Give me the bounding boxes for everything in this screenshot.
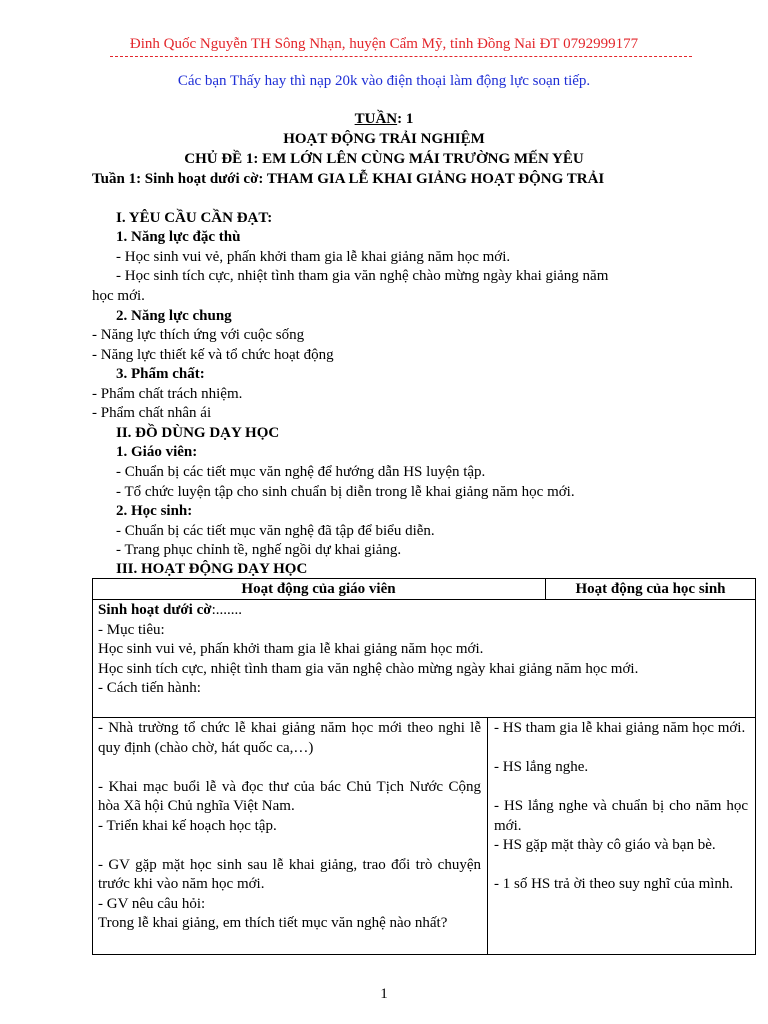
teacher-activity-spacer [98, 836, 481, 856]
section-1-3-title: 3. Phẩm chất: [116, 366, 205, 382]
teacher-activity-spacer [98, 758, 481, 778]
section-1-2-item: - Năng lực thiết kế và tổ chức hoạt động [92, 347, 334, 363]
section-2-2-item: - Trang phục chỉnh tề, nghế ngồi dự khai giảng. [116, 542, 402, 558]
student-activity: - HS lắng nghe và chuẩn bị cho năm học mới. [494, 798, 748, 834]
section-2-title: II. ĐỒ DÙNG DẠY HỌC [116, 425, 280, 441]
student-activity-spacer [494, 778, 748, 798]
lesson-title: THAM GIA LỄ KHAI GIẢNG HOẠT ĐỘNG TRẢI [266, 171, 605, 187]
intro-line: Học sinh tích cực, nhiệt tình tham gia văn nghệ chào mừng ngày khai giảng năm học mới. [98, 660, 639, 677]
section-1-1-item: - Học sinh vui vẻ, phấn khởi tham gia lễ khai giảng năm học mới. [116, 249, 511, 265]
intro-title: Sinh hoạt dưới cờ [98, 602, 212, 618]
teacher-activity: - Triển khai kế hoạch học tập. [98, 817, 277, 834]
teacher-activity: - GV nêu câu hỏi: [98, 895, 206, 912]
lesson-prefix: Tuần 1: Sinh hoạt dưới cờ: [92, 171, 267, 187]
intro-line: - Cách tiến hành: [98, 680, 201, 696]
support-note: Các bạn Thấy hay thì nạp 20k vào điện thoại làm động lực soạn tiếp. [177, 73, 591, 89]
topic-heading: CHỦ ĐỀ 1: EM LỚN LÊN CÙNG MÁI TRƯỜNG MẾN YÊU [184, 151, 584, 167]
section-1-2-item: - Năng lực thích ứng với cuộc sống [92, 327, 305, 343]
student-column [494, 719, 748, 895]
section-1-title: I. YÊU CẦU CẦN ĐẠT: [116, 210, 273, 226]
student-activity: - HS gặp mặt thày cô giáo và bạn bè. [494, 837, 716, 853]
student-activity-spacer [494, 856, 748, 876]
intro-title-tail: :....... [211, 602, 242, 618]
subject-heading: HOẠT ĐỘNG TRẢI NGHIỆM [283, 131, 485, 147]
student-activity-spacer [494, 739, 748, 759]
section-3-title: III. HOẠT ĐỘNG DẠY HỌC [116, 561, 308, 577]
teacher-activity: Trong lễ khai giảng, em thích tiết mục văn nghệ nào nhất? [98, 915, 448, 931]
section-1-1-item: - Học sinh tích cực, nhiệt tình tham gia văn nghệ chào mừng ngày khai giảng năm [116, 268, 609, 284]
teacher-column [98, 719, 481, 934]
section-1-1-title: 1. Năng lực đặc thù [116, 229, 241, 245]
teacher-activity: - Khai mạc buổi lễ và đọc thư của bác Chủ Tịch Nước Cộng hòa Xã hội Chủ nghĩa Việt Nam. [98, 778, 481, 814]
section-1-2-title: 2. Năng lực chung [116, 308, 232, 324]
table-intro-divider [92, 717, 756, 718]
author-header: Đinh Quốc Nguyễn TH Sông Nhạn, huyện Cẩm Mỹ, tỉnh Đồng Nai ĐT 0792999177 [129, 36, 639, 52]
intro-line: - Mục tiêu: [98, 621, 165, 638]
student-activity: - HS lắng nghe. [494, 759, 589, 775]
student-activity: - HS tham gia lễ khai giảng năm học mới. [494, 720, 746, 736]
col-header-student: Hoạt động của học sinh [575, 581, 726, 597]
page-number: 1 [380, 986, 388, 1002]
week-label: TUẦN [354, 111, 398, 127]
lesson-heading [92, 170, 604, 189]
table-body-col-divider [487, 717, 488, 955]
table-header-divider [92, 599, 756, 600]
section-1-3-item: - Phẩm chất trách nhiệm. [92, 386, 243, 402]
intro-line: Học sinh vui vẻ, phấn khởi tham gia lễ khai giảng năm học mới. [98, 641, 484, 657]
student-activity: - 1 số HS trả ời theo suy nghĩ của mình. [494, 876, 734, 892]
table-intro-cell [98, 601, 748, 699]
section-1-1-item-cont: học mới. [92, 288, 145, 304]
section-2-2-title: 2. Học sinh: [116, 503, 193, 519]
header-rule [110, 56, 692, 57]
teacher-activity: - GV gặp mặt học sinh sau lễ khai giảng, trao đổi trò chuyện trước khi vào năm học mới. [98, 856, 481, 892]
col-header-teacher: Hoạt động của giáo viên [241, 581, 396, 597]
teacher-activity: - Nhà trường tổ chức lễ khai giảng năm học mới theo nghi lễ quy định (chào chờ, hát quốc ca,…) [98, 720, 481, 756]
week-heading [0, 110, 768, 129]
section-2-1-title: 1. Giáo viên: [116, 444, 198, 460]
section-2-1-item: - Chuẩn bị các tiết mục văn nghệ để hướng dẫn HS luyện tập. [116, 464, 486, 480]
section-1-3-item: - Phẩm chất nhân ái [92, 405, 212, 421]
section-2-1-item: - Tổ chức luyện tập cho sinh chuẩn bị diễn trong lễ khai giảng năm học mới. [116, 484, 575, 500]
week-value: : 1 [397, 111, 414, 127]
section-2-2-item: - Chuẩn bị các tiết mục văn nghệ đã tập để biểu diễn. [116, 523, 435, 539]
